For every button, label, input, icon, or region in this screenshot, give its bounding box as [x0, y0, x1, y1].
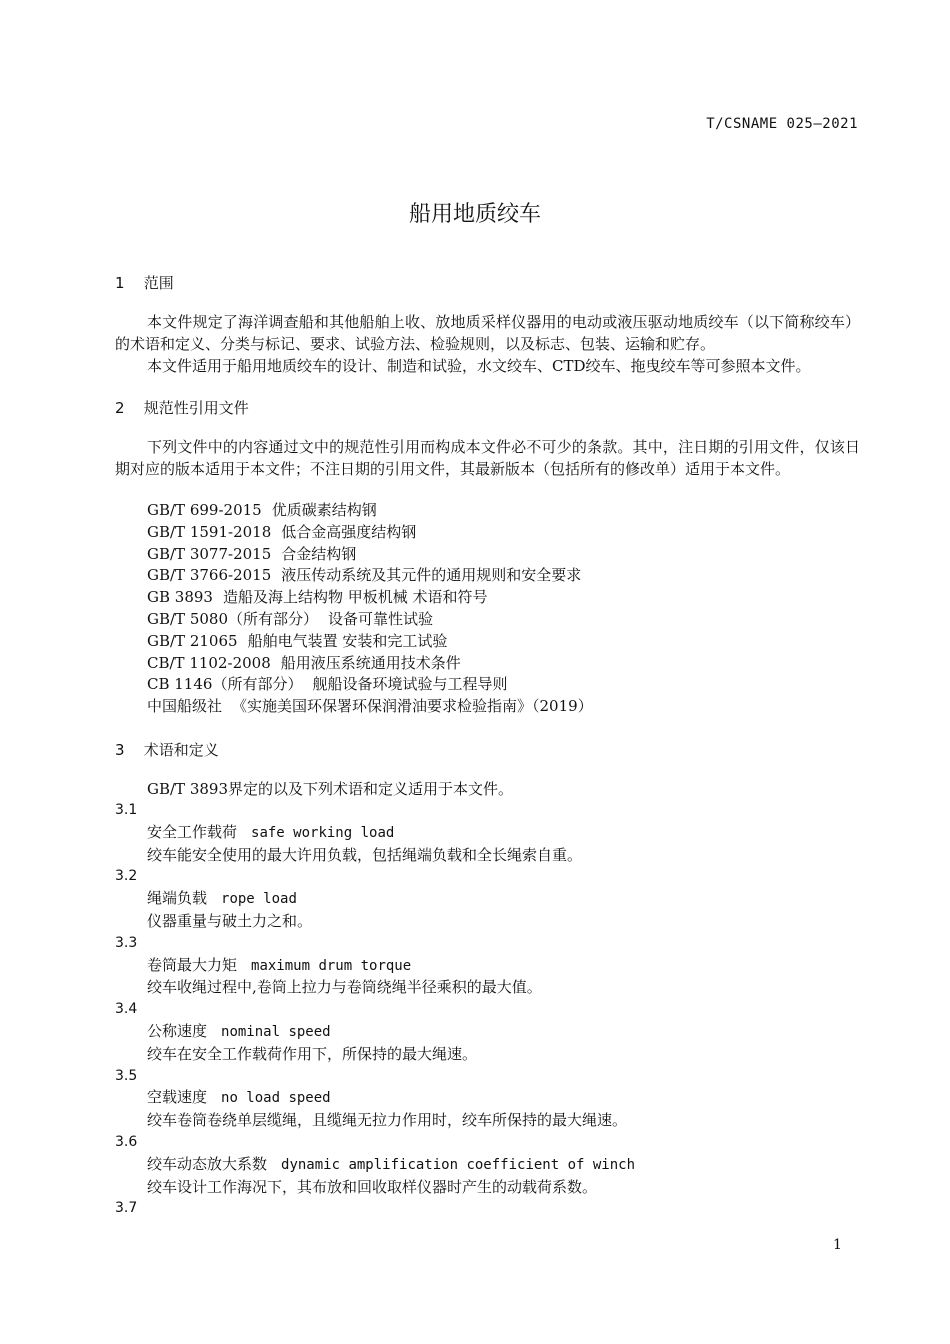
term-en: maximum drum torque: [251, 957, 412, 974]
term-entry: [115, 999, 875, 1065]
reference-item: [147, 674, 593, 696]
document-title: 船用地质绞车: [408, 202, 541, 227]
section-title: 规范性引用文件: [143, 399, 249, 417]
term-number: 3.7: [115, 1200, 138, 1217]
page-number: 1: [833, 1237, 842, 1253]
term-number: 3.5: [115, 1067, 138, 1084]
term-definition: 绞车在安全工作载荷作用下，所保持的最大绳速。: [147, 1044, 478, 1063]
term-heading: [147, 1154, 875, 1177]
terms-intro: GB/T 3893界定的以及下列术语和定义适用于本文件。: [147, 780, 514, 798]
reference-code: 中国船级社: [147, 697, 223, 716]
reference-item: [147, 500, 593, 522]
term-en: nominal speed: [221, 1023, 331, 1040]
section-number: 3: [115, 741, 125, 759]
term-definition: 绞车能安全使用的最大许用负载，包括绳端负载和全长绳索自重。: [147, 845, 583, 864]
reference-item: [147, 631, 593, 653]
term-heading: [147, 822, 875, 845]
term-zh: 公称速度: [147, 1021, 208, 1040]
term-number: 3.1: [115, 802, 138, 818]
reference-code: GB/T 1591-2018: [147, 522, 272, 541]
document-code: T/CSNAME 025—2021: [706, 116, 858, 132]
reference-code: GB/T 3077-2015: [147, 544, 272, 563]
term-heading: [147, 1087, 875, 1110]
term-zh: 绳端负载: [147, 889, 208, 908]
reference-name: 优质碳素结构钢: [271, 501, 377, 519]
term-definition: 绞车设计工作海况下，其布放和回收取样仪器时产生的动载荷系数。: [147, 1177, 598, 1196]
reference-code: GB/T 21065: [147, 631, 238, 650]
reference-item: [147, 522, 593, 544]
reference-item: [147, 653, 593, 675]
term-entry: [115, 1132, 875, 1198]
reference-name: 船舶电气装置 安装和完工试验: [247, 631, 448, 650]
reference-code: GB/T 5080（所有部分）: [147, 609, 319, 628]
term-number: 3.2: [115, 868, 138, 885]
section-title: 术语和定义: [143, 741, 219, 759]
reference-code: CB 1146（所有部分）: [147, 675, 303, 694]
term-zh: 安全工作载荷: [147, 822, 238, 841]
term-number: 3.3: [115, 934, 138, 951]
section-number: 1: [115, 274, 125, 292]
term-en: rope load: [221, 891, 297, 908]
term-zh: 空载速度: [147, 1088, 208, 1107]
normative-intro: 下列文件中的内容通过文中的规范性引用而构成本文件必不可少的条款。其中，注日期的引用文件，仅该日期对应的版本适用于本文件；不注日期的引用文件，其最新版本（包括所有的修改单）适用于本文件。: [115, 438, 860, 478]
scope-paragraph-2: 本文件适用于船用地质绞车的设计、制造和试验，水文绞车、CTD绞车、拖曳绞车等可参照本文件。: [147, 357, 811, 375]
reference-name: 合金结构钢: [281, 544, 357, 563]
term-zh: 卷筒最大力矩: [147, 955, 238, 974]
section-number: 2: [115, 399, 125, 417]
term-definition: 绞车卷筒卷绕单层缆绳，且缆绳无拉力作用时，绞车所保持的最大绳速。: [147, 1111, 628, 1130]
section-title: 范围: [143, 274, 174, 292]
term-list: [115, 800, 875, 1220]
reference-name: 液压传动系统及其元件的通用规则和安全要求: [281, 566, 582, 585]
reference-item: [147, 696, 593, 718]
term-entry: [115, 866, 875, 932]
reference-item: [147, 565, 593, 587]
section-3-heading: [115, 739, 219, 760]
reference-name: 低合金高强度结构钢: [281, 522, 417, 541]
term-number: 3.6: [115, 1133, 138, 1150]
term-definition: 绞车收绳过程中,卷筒上拉力与卷筒绕绳半径乘积的最大值。: [147, 978, 542, 997]
reference-item: [147, 544, 593, 566]
term-heading: [147, 955, 875, 978]
reference-name: 舰船设备环境试验与工程导则: [312, 675, 508, 694]
term-zh: 绞车动态放大系数: [147, 1154, 268, 1173]
scope-paragraph-1: 本文件规定了海洋调查船和其他船舶上收、放地质采样仪器用的电动或液压驱动地质绞车（以下简称绞车）的术语和定义、分类与标记、要求、试验方法、检验规则，以及标志、包装、运输和贮存。: [115, 313, 860, 353]
term-en: dynamic amplification coefficient of winch: [281, 1156, 636, 1173]
reference-code: GB/T 3766-2015: [147, 566, 272, 585]
reference-code: GB 3893: [147, 588, 213, 607]
term-en: safe working load: [251, 824, 395, 841]
term-entry: [115, 800, 875, 866]
reference-item: [147, 587, 593, 609]
reference-list: [147, 500, 593, 718]
section-1-heading: [115, 272, 174, 293]
term-en: no load speed: [221, 1090, 331, 1107]
section-2-heading: [115, 397, 249, 418]
reference-name: 造船及海上结构物 甲板机械 术语和符号: [222, 588, 488, 607]
term-heading: [147, 1021, 875, 1044]
reference-name: 船用液压系统通用技术条件: [280, 653, 461, 672]
reference-code: CB/T 1102-2008: [147, 653, 271, 672]
reference-name: 设备可靠性试验: [328, 609, 434, 628]
term-heading: [147, 888, 875, 911]
reference-item: [147, 609, 593, 631]
reference-code: GB/T 699-2015: [147, 501, 262, 519]
term-number: 3.4: [115, 1001, 138, 1018]
term-entry: [115, 933, 875, 999]
reference-name: 《实施美国环保署环保润滑油要求检验指南》（2019）: [232, 697, 593, 716]
term-definition: 仪器重量与破土力之和。: [147, 911, 313, 930]
term-entry: [115, 1066, 875, 1132]
